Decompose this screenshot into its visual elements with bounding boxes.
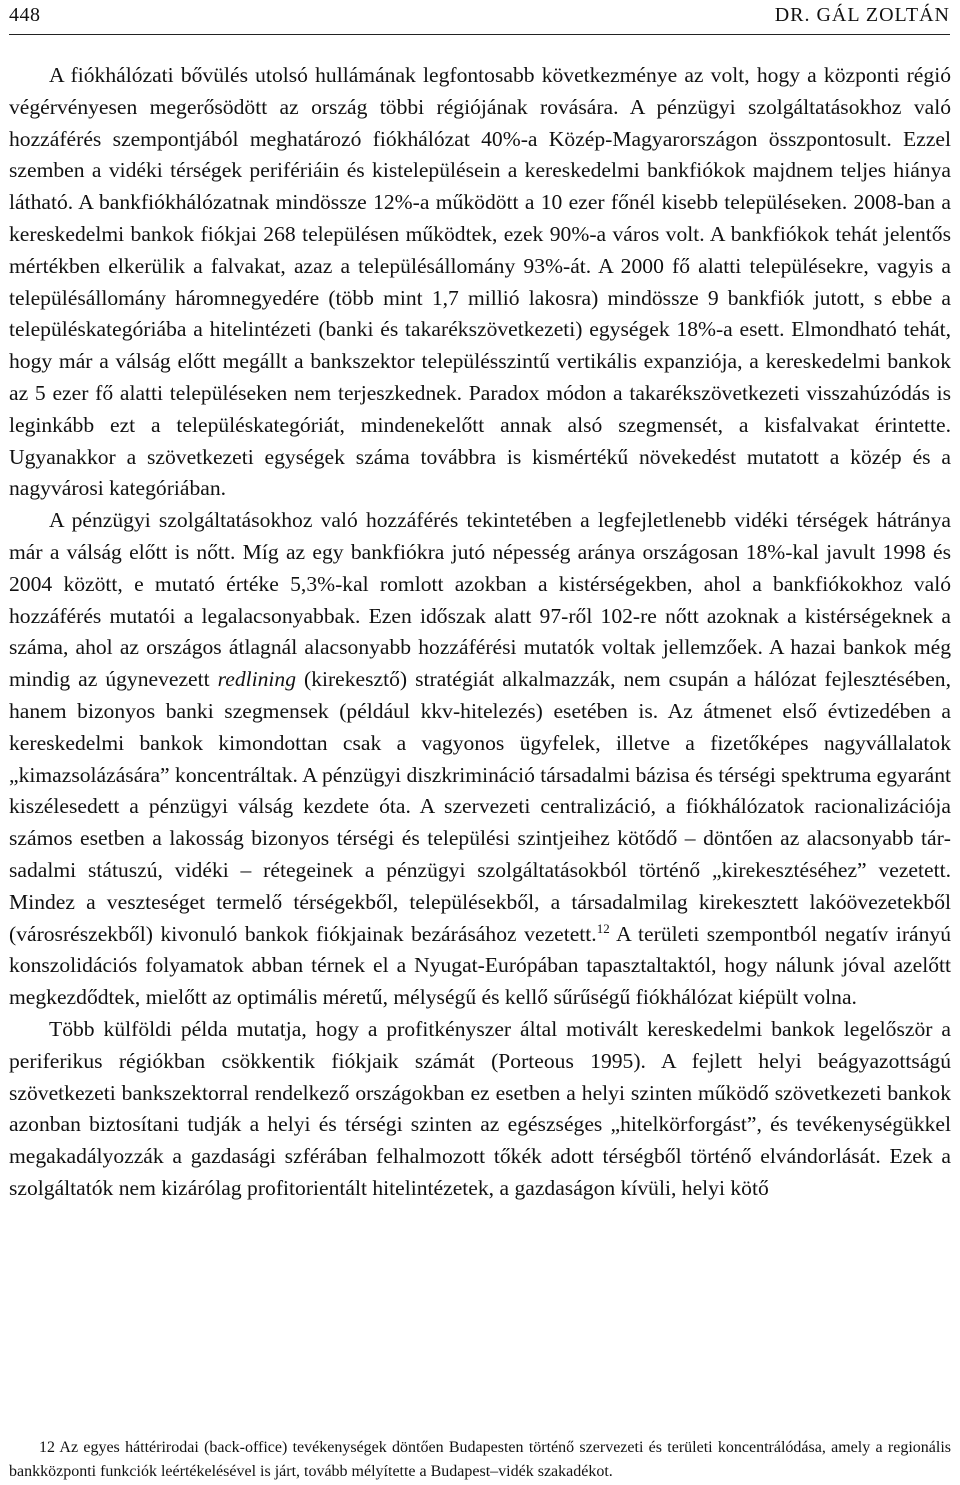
paragraph (9, 60, 951, 505)
running-head: DR. GÁL ZOLTÁN (774, 4, 950, 26)
footnote (9, 1436, 951, 1484)
paragraph-text: (kirekesztő) stratégiát alkalmazzák, nem csupán a hálózat fejlesztésében, hanem bizonyos banki szegmensek (például kkv-hitelezés) esetében is. Az átmenet első évtizedében a kereskedelmi bankok kimondottan csak a vagyonos ügyfelek, illetve a fizetőképes nagyvállalatok „kimazsolázására” koncentráltak. A pénzügyi diszkrimináció társadalmi bázisa és térségi spektruma egyaránt kiszélesedett a pénzügyi válság kezdete óta. A szervezeti centralizáció, a fiókhálózatok racionalizációja számos esetben a lakosság bizonyos térségi és települési szintjeihez kötődő – döntően az alacsonyabb társadalmi státuszú, vidéki – rétegeinek a pénzügyi szolgáltatásokból történő „kirekesztéséhez” vezetett. Mindez a veszteséget termelő térségekből, településekből, a társadalmilag kirekesztett lakóövezetekből (városrészekből) kivonuló bankok fiókjainak bezárásához vezetett. (9, 667, 952, 946)
page-header (9, 0, 950, 35)
paragraph (9, 505, 951, 1014)
paragraph-text: A területi szempontból negatív irányú konszolidációs folyamatok abban térnek el a Nyugat-Európában tapasztaltaktól, hogy nálunk jóval azelőtt megkezdődtek, mielőtt az optimális méretű, mélységű és kellő sűrűségű fiókhálózat kiépült volna. (9, 921, 951, 1010)
footnote-text: 12 Az egyes háttérirodai (back-office) tevékenységek döntően Budapesten történő szervezeti és területi koncentrálódása, amely a regionális bankközponti funkciók leértékelésével is járt, tovább mélyítette a Budapest–vidék szakadékot. (9, 1439, 951, 1480)
paragraph-text: A pénzügyi szolgáltatásokhoz való hozzáférés tekintetében a legfejletlenebb vidéki térségek hátránya már a válság előtt is nőtt. Míg az egy bankfiókra jutó népesség aránya országosan 18%-kal javult 1998 és 2004 között, e mutató értéke 5,3%-kal romlott azokban a kistérségekben, ahol a bankfiókokhoz való hozzáférés mutatói a legalacsonyabbak. Ezen időszak alatt 97-ről 102-re nőtt azoknak a kistérségeknek a száma, ahol az országos átlagnál alacsonyabb hozzáférési mutatók voltak jellemzőek. A hazai bankok még mindig az úgynevezett (9, 508, 951, 692)
paragraph-text: Több külföldi példa mutatja, hogy a profitkényszer által motivált kereskedelmi bankok legelőször a periferikus régiókban csökkentik fiókjaik számát (Porteous 1995). A fejlett helyi beágyazottságú szövetkezeti bankszektorral rendelkező országokban ez esetben a helyi szinten működő szövetkezeti bankok azonban biztosítani tudják a helyi és térségi szinten az egészséges „hitelkörforgást”, és tevékenységükkel megakadályozzák a gazdasági szférában felhalmozott tőkék adott térségből történő elvándorlását. Ezek a szolgáltatók nem kizárólag profitorientált hitelintézetek, a gazdaságon kívüli, helyi kötő (9, 1016, 951, 1200)
paragraph-text: A fiókhálózati bővülés utolsó hullámának legfontosabb következménye az volt, hogy a központi régió végérvényesen megerősödött az ország többi régiójának rovására. A pénzügyi szolgáltatásokhoz való hozzáférés szempontjából meghatározó fiókhálózat 40%-a Közép-Magyarországon összpontosult. Ezzel szemben a vidéki térségek perifériáin és kistelepülésein a kereskedelmi bankfiókok majdnem teljes hiánya látható. A bankfiókhálózatnak mindössze 12%-a működött a 10 ezer főnél kisebb településeken. 2008-ban a kereskedelmi bankok fiókjai 268 településen működtek, ezek 90%-a város volt. A bankfiókok tehát jelentős mértékben elkerülik a falvakat, azaz a településállomány 93%-át. A 2000 fő alatti településekre, vagyis a településállomány háromnegyedére (több mint 1,7 millió lakosra) mindössze 9 bankfiók jutott, s ebbe a településkategóriába a hitelintézeti (banki és takarékszövetkezeti) egységek 18%-a esett. Elmondható tehát, hogy már a válság előtt megállt a bankszektor településszintű vertikális expanziója, a kereskedelmi bankok az 5 ezer fő alatti településeken nem terjeszkednek. Paradox módon a takarékszövetkezeti visszahúzódás is leginkább ezt a településkategóriát, mindenekelőtt annak alsó szegmensét, a kisfalvakat érintette. Ugyanakkor a szövetkezeti egységek száma továbbra is kismértékű növekedést mutatott a közép és a nagyvárosi kategóriában. (9, 63, 951, 501)
page-number: 448 (9, 4, 41, 26)
footnote-reference[interactable]: 12 (596, 920, 610, 936)
body-text (9, 60, 951, 1205)
paragraph (9, 1014, 951, 1205)
italic-term: redlining (217, 667, 297, 692)
